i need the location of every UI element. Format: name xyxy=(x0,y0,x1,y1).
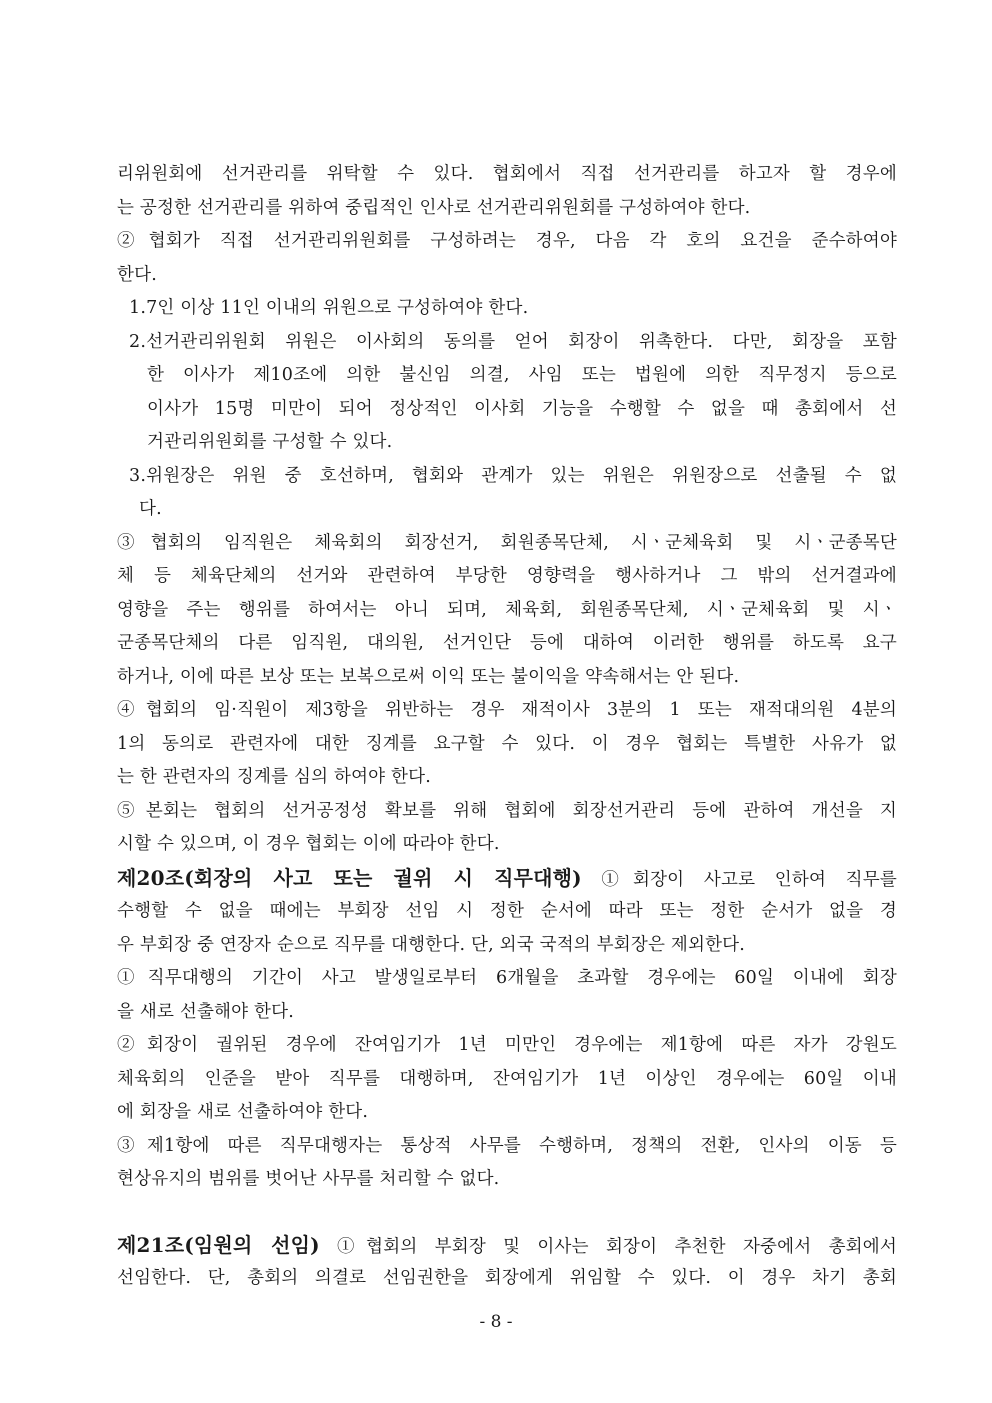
text-line: 한다. xyxy=(117,264,157,285)
article-20-heading: 제20조(회장의 사고 또는 궐위 시 직무대행) xyxy=(117,865,582,890)
list-item: 3.위원장은 위원 중 호선하며, 협회와 관계가 있는 위원은 위원장으로 선출될 수 없 xyxy=(129,465,897,486)
text-line: 리위원회에 선거관리를 위탁할 수 있다. 협회에서 직접 선거관리를 하고자 할 경우에 xyxy=(117,164,897,184)
list-item-continuation: 다. xyxy=(139,499,162,519)
text-line: 시할 수 있으며, 이 경우 협회는 이에 따라야 한다. xyxy=(117,834,500,854)
text-line: ③협회의 임직원은 체육회의 회장선거, 회원종목단체, 시ㆍ군체육회 및 시ㆍ군종목단 xyxy=(117,532,897,553)
text-line: 에 회장을 새로 선출하여야 한다. xyxy=(117,1102,369,1122)
list-item-continuation: 이사가 15명 미만이 되어 정상적인 이사회 기능을 수행할 수 없을 때 총회에서 선 xyxy=(147,398,897,419)
text-line: 현상유지의 범위를 벗어난 사무를 처리할 수 없다. xyxy=(117,1169,500,1189)
text-line: 1의 동의로 관련자에 대한 징계를 요구할 수 있다. 이 경우 협회는 특별한 사유가 없 xyxy=(117,733,897,754)
article-21-text: ①협회의 부회장 및 이사는 회장이 추천한 자중에서 총회에서 xyxy=(319,1236,897,1257)
text-line: 는 공정한 선거관리를 위하여 중립적인 인사로 선거관리위원회를 구성하여야 한다. xyxy=(117,197,751,218)
article-21-heading: 제21조(임원의 선임) xyxy=(117,1232,320,1257)
text-line: 체육회의 인준을 받아 직무를 대행하며, 잔여임기가 1년 이상인 경우에는 60일 이내 xyxy=(117,1068,897,1089)
text-line: 군종목단체의 다른 임직원, 대의원, 선거인단 등에 대하여 이러한 행위를 하도록 요구 xyxy=(117,633,897,653)
text-line: 수행할 수 없을 때에는 부회장 선임 시 정한 순서에 따라 또는 정한 순서가 없을 경 xyxy=(117,901,897,921)
text-line: 하거나, 이에 따른 보상 또는 보복으로써 이익 또는 불이익을 약속해서는 안 된다. xyxy=(117,666,740,687)
text-line: ③제1항에 따른 직무대행자는 통상적 사무를 수행하며, 정책의 전환, 인사의 이동 등 xyxy=(117,1135,897,1156)
text-line: ⑤본회는 협회의 선거공정성 확보를 위해 협회에 회장선거관리 등에 관하여 개선을 지 xyxy=(117,800,897,821)
list-item-continuation: 거관리위원회를 구성할 수 있다. xyxy=(147,432,393,452)
text-line: 을 새로 선출해야 한다. xyxy=(117,1001,294,1022)
page-number: - 8 - xyxy=(479,1312,513,1332)
list-item: 1.7인 이상 11인 이내의 위원으로 구성하여야 한다. xyxy=(129,298,529,318)
list-item: 2.선거관리위원회 위원은 이사회의 동의를 얻어 회장이 위촉한다. 다만, 회장을 포함 xyxy=(129,331,897,352)
text-line: ④협회의 임·직원이 제3항을 위반하는 경우 재적이사 3분의 1 또는 재적대의원 4분의 xyxy=(117,700,897,720)
text-line: ②협회가 직접 선거관리위원회를 구성하려는 경우, 다음 각 호의 요건을 준수하여야 xyxy=(117,231,897,251)
text-line: 영향을 주는 행위를 하여서는 아니 되며, 체육회, 회원종목단체, 시ㆍ군체육회 및 시ㆍ xyxy=(117,599,897,620)
text-line: 체 등 체육단체의 선거와 관련하여 부당한 영향력을 행사하거나 그 밖의 선거결과에 xyxy=(117,566,897,586)
text-line: 우 부회장 중 연장자 순으로 직무를 대행한다. 단, 외국 국적의 부회장은 제외한다. xyxy=(117,934,746,955)
article-20-text: ①회장이 사고로 인하여 직무를 xyxy=(581,869,897,890)
text-line: 선임한다. 단, 총회의 의결로 선임권한을 회장에게 위임할 수 있다. 이 경우 차기 총회 xyxy=(117,1268,897,1288)
document-body xyxy=(117,158,897,1296)
article-21-first-line xyxy=(117,1229,897,1263)
text-line: ②회장이 궐위된 경우에 잔여임기가 1년 미만인 경우에는 제1항에 따른 자가 강원도 xyxy=(117,1035,897,1055)
paragraph-gap xyxy=(117,1197,897,1229)
list-item-continuation: 한 이사가 제10조에 의한 불신임 의결, 사임 또는 법원에 의한 직무정지 등으로 xyxy=(147,365,897,385)
article-20-first-line xyxy=(117,862,897,896)
text-line: ①직무대행의 기간이 사고 발생일로부터 6개월을 초과할 경우에는 60일 이내에 회장 xyxy=(117,968,897,988)
text-line: 는 한 관련자의 징계를 심의 하여야 한다. xyxy=(117,767,432,787)
